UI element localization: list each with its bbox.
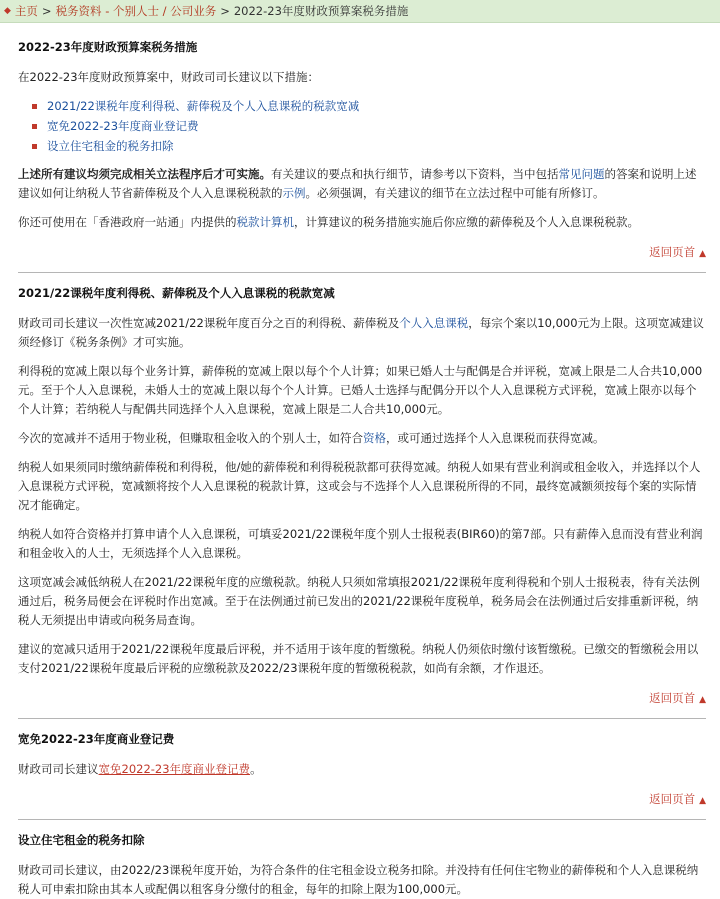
up-arrow-icon: ▲ [699,796,706,806]
note-paragraph [18,165,706,203]
breadcrumb-separator: > [220,4,230,18]
breadcrumb [0,0,720,23]
note-bold: 上述所有建议均须完成相关立法程序后才可实施。 [18,167,271,181]
back-to-top-link[interactable]: 返回页首 [649,691,696,705]
paragraph-text: 今次的宽减并不适用于物业税，但赚取租金收入的个别人士，如符合 [18,431,363,445]
list-item [32,117,706,135]
back-to-top-link[interactable]: 返回页首 [649,792,696,806]
list-item [32,97,706,115]
paragraph: 建议的宽减只适用于2021/22课税年度最后评税，并不适用于该年度的暂缴税。纳税人仍须依时缴付该暂缴税。已缴交的暂缴税会用以支付2021/22课税年度最后评税的应缴税款及2022/23课税年度的暂缴税税款，如尚有余额，才作退还。 [18,642,699,675]
bullet-icon [32,104,37,109]
measure-link-list [32,97,706,155]
paragraph: 纳税人如符合资格并打算申请个人入息课税，可填妥2021/22课税年度个别人士报税表(BIR60)的第7部。只有薪俸入息而没有营业利润和租金收入的人士，无须选择个人入息课税。 [18,527,703,560]
paragraph: 纳税人如果须同时缴纳薪俸税和利得税，他/她的薪俸税和利得税税款都可获得宽减。纳税人如果有营业利润或租金收入，并选择以个人入息课税方式评税，宽减额将按个人入息课税的税款计算，这或会与不选择个人入息课税所得的不同，最终宽减额须按每个案的实际情况才能确定。 [18,460,701,512]
back-to-top-link[interactable]: 返回页首 [649,245,696,259]
back-to-top [18,690,706,708]
paragraph: 财政司司长建议，由2022/23课税年度开始，为符合条件的住宅租金设立税务扣除。并没持有任何住宅物业的薪俸税和个人入息课税纳税人可申索扣除由其本人或配偶以租客身分缴付的租金，每年的扣除上限为100,000元。 [18,863,699,896]
section-title: 宽免2022-23年度商业登记费 [18,732,175,746]
calculator-text: 你还可使用在「香港政府一站通」内提供的 [18,215,237,229]
paragraph-text: 。 [250,762,262,776]
link-rent-deduction[interactable]: 设立住宅租金的税务扣除 [47,139,174,153]
back-to-top [18,244,706,262]
section-title: 设立住宅租金的税务扣除 [18,833,145,847]
paragraph [18,314,706,352]
tax-calculator-link[interactable]: 税款计算机 [236,215,294,229]
breadcrumb-tax-info[interactable]: 税务资料 - 个别人士 / 公司业务 [55,4,217,18]
link-br-fee-waiver[interactable]: 宽免2022-23年度商业登记费 [47,119,199,133]
calculator-text: ，计算建议的税务措施实施后你应缴的薪俸税及个人入息课税税款。 [294,215,639,229]
paragraph-text: 财政司司长建议 [18,762,99,776]
bullet-icon [32,144,37,149]
link-tax-reduction[interactable]: 2021/22课税年度利得税、薪俸税及个人入息课税的税款宽减 [47,99,360,113]
main-content [0,23,720,899]
section-tax-reduction [18,272,706,708]
section-title: 2021/22课税年度利得税、薪俸税及个人入息课税的税款宽减 [18,286,335,300]
paragraph: 利得税的宽减上限以每个业务计算，薪俸税的宽减上限以每个个人计算；如果已婚人士与配偶是合并评税，宽减上限是二人合共10,000元。至于个人入息课税，未婚人士的宽减上限以每个个人计算。已婚人士选择与配偶分开以个人入息课税方式评税，宽减上限亦以每个个人计算；若纳税人与配偶共同选择个人入息课税，宽减上限是二人合共10,000元。 [18,364,703,416]
breadcrumb-current: 2022-23年度财政预算案税务措施 [233,4,409,18]
calculator-paragraph [18,213,706,232]
examples-link[interactable]: 示例 [282,186,306,200]
up-arrow-icon: ▲ [699,695,706,705]
faq-link[interactable]: 常见问题 [558,167,605,181]
paragraph [18,760,706,779]
bullet-icon [32,124,37,129]
paragraph-text: 财政司司长建议一次性宽减2021/22课税年度百分之百的利得税、薪俸税及 [18,316,400,330]
personal-assessment-link[interactable]: 个人入息课税 [399,316,469,330]
paragraph: 这项宽减会减低纳税人在2021/22课税年度的应缴税款。纳税人只须如常填报2021/22课税年度利得税和个别人士报税表，待有关法例通过后，税务局便会在评税时作出宽减。至于在法例通过前已发出的2021/22课税年度税单，税务局会在法例通过后安排重新评税，纳税人无须提出申请或向税务局查询。 [18,575,701,627]
up-arrow-icon: ▲ [699,249,706,259]
breadcrumb-separator: > [41,4,52,18]
back-to-top [18,791,706,809]
section-br-fee [18,718,706,809]
note-text: 。必须强调，有关建议的细节在立法过程中可能有所修订。 [305,186,605,200]
note-text: 的答案和说明上述建议如何让纳税人节省薪俸税及个人入息课税税款的 [18,167,697,200]
section-rent-deduction [18,819,706,899]
br-fee-waiver-link[interactable]: 宽免2022-23年度商业登记费 [98,762,251,776]
intro-text: 在2022-23年度财政预算案中，财政司司长建议以下措施： [18,70,320,84]
list-item [32,137,706,155]
paragraph-text: ，或可通过选择个人入息课税而获得宽减。 [386,431,605,445]
page-title: 2022-23年度财政预算案税务措施 [18,40,198,54]
note-text: 有关建议的要点和执行细节，请参考以下资料，当中包括 [271,167,559,181]
eligibility-link[interactable]: 资格 [363,431,386,445]
home-arrow-icon: ◆ [4,6,11,16]
breadcrumb-home[interactable]: 主页 [14,4,38,18]
paragraph [18,429,706,448]
section-overview [18,23,706,262]
paragraph-text: ，每宗个案以10,000元为上限。这项宽减建议须经修订《税务条例》才可实施。 [18,316,705,349]
